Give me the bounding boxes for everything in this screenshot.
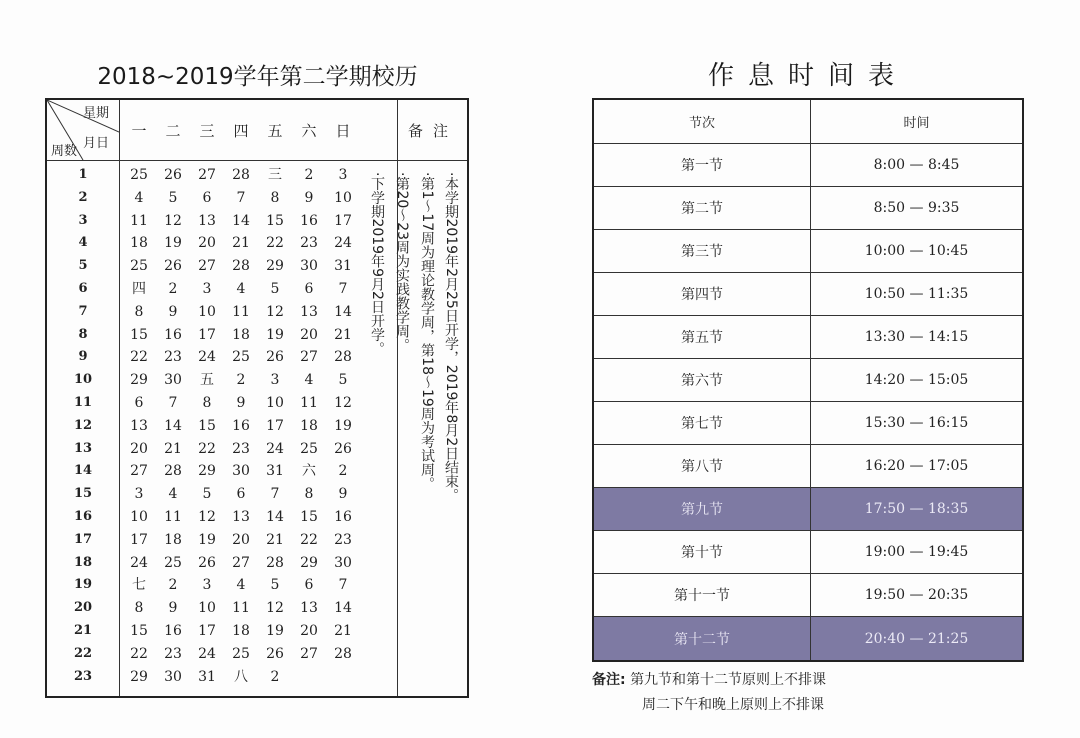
session-column-header: 节次 [594,100,811,143]
day-header-sat: 六 [301,122,317,140]
schedule-row [594,574,1022,617]
day-cell: 18 [164,531,182,548]
schedule-row [594,273,1022,316]
day-cell: 3 [202,281,212,297]
diagonal-header-cell [47,100,120,160]
session-name: 第八节 [594,445,811,487]
day-cell: 12 [266,600,284,617]
day-header-tue: 二 [165,122,181,140]
week-row [47,369,397,391]
remark-line-2: 周二下午和晚上原则上不排课 [642,697,824,713]
day-cell: 24 [198,645,216,662]
week-row [47,210,397,232]
day-cell: 28 [266,554,284,571]
week-number: 2 [78,189,88,205]
week-number: 21 [73,623,93,638]
day-cell: 11 [232,600,250,617]
week-row [47,232,397,254]
day-cell: 29 [266,258,284,275]
session-name: 第四节 [594,273,811,315]
day-cell: 26 [198,554,216,571]
day-cell: 8 [304,486,314,503]
schedule-header-row [594,100,1022,144]
day-cell: 21 [232,235,250,252]
day-cell: 六 [302,463,316,480]
day-cell: 10 [266,395,284,411]
week-row [47,301,397,323]
day-cell: 10 [198,600,216,617]
calendar-title: 2018~2019学年第二学期校历 [97,64,418,90]
day-cell: 5 [168,189,178,206]
week-number: 16 [73,509,93,524]
day-cell: 2 [338,463,348,480]
day-cell: 4 [168,486,178,503]
day-cell: 13 [232,509,250,525]
week-number: 4 [78,235,88,251]
week-number: 12 [73,417,93,433]
day-cell: 2 [236,372,246,389]
day-cell: 25 [164,554,182,571]
day-cell: 20 [232,531,250,548]
day-cell: 11 [232,303,250,320]
week-row [47,460,397,482]
day-cell: 25 [232,349,250,366]
session-time: 19:00 — 19:45 [864,544,969,560]
day-cell: 27 [300,645,318,662]
week-number: 23 [73,668,93,684]
day-header-sun: 日 [335,122,351,140]
session-name: 第十节 [594,531,811,573]
day-cell: 21 [334,326,352,343]
day-cell: 14 [232,212,250,229]
schedule-table [592,98,1024,662]
session-time: 15:30 — 16:15 [864,415,969,431]
day-cell: 27 [198,167,216,183]
schedule-row [594,617,1022,660]
day-cell: 4 [304,372,314,389]
day-cell: 2 [168,281,178,297]
day-cell: 10 [130,509,148,525]
day-cell: 30 [232,463,250,480]
day-cell: 2 [168,577,178,594]
day-cell: 17 [334,212,352,229]
session-time: 20:40 — 21:25 [864,630,969,647]
day-header-fri: 五 [267,122,283,140]
day-cell: 27 [232,554,250,571]
day-cell: 6 [304,281,314,297]
day-cell: 7 [270,486,280,503]
week-row [47,392,397,414]
week-row [47,164,397,186]
week-number: 17 [73,531,93,547]
day-cell: 8 [134,303,144,320]
day-cell: 24 [130,554,148,571]
day-cell: 22 [198,440,216,457]
session-time: 13:30 — 14:15 [864,329,969,345]
day-cell: 19 [164,235,182,252]
day-cell: 22 [130,645,148,662]
session-time: 8:00 — 8:45 [873,157,960,173]
header-date-label: 月日 [83,136,110,151]
day-cell: 30 [334,554,352,571]
week-number: 5 [78,258,88,274]
week-row [47,506,397,528]
day-cell: 5 [202,486,212,503]
week-row [47,529,397,551]
day-cell: 27 [300,349,318,366]
day-cell: 28 [334,645,352,662]
week-number: 15 [73,486,93,502]
schedule-row [594,316,1022,359]
day-cell: 26 [266,349,284,366]
day-cell: 13 [198,212,216,229]
week-number: 7 [78,303,88,319]
week-row [47,643,397,665]
day-cell: 10 [334,189,352,206]
session-name: 第十一节 [594,574,811,616]
schedule-row [594,230,1022,273]
day-cell: 七 [132,577,146,594]
day-cell: 4 [236,281,246,297]
day-cell: 19 [198,531,216,548]
day-cell: 6 [236,486,246,503]
schedule-row [594,144,1022,187]
day-cell: 28 [232,258,250,275]
week-number: 20 [73,600,93,616]
day-cell: 12 [164,212,182,229]
day-cell: 23 [300,235,318,252]
day-cell: 30 [164,372,182,389]
day-cell: 五 [200,372,214,389]
day-cell: 21 [334,623,352,639]
schedule-row [594,187,1022,230]
week-number: 9 [78,349,88,365]
day-cell: 7 [338,281,348,297]
day-cell: 25 [300,440,318,457]
calendar-header [47,100,467,161]
header-week-number-label: 周数 [51,144,78,159]
day-cell: 20 [300,623,318,639]
week-row [47,255,397,277]
day-cell: 28 [334,349,352,366]
day-cell: 14 [164,417,182,434]
schedule-row [594,359,1022,402]
week-number: 10 [73,372,93,388]
day-cell: 8 [270,189,280,206]
day-cell: 20 [198,235,216,252]
day-cell: 八 [234,668,248,685]
day-cell: 2 [304,167,314,183]
day-cell: 14 [266,509,284,525]
day-cell: 四 [132,281,146,297]
day-cell: 5 [270,281,280,297]
day-cell: 23 [164,349,182,366]
day-cell: 9 [304,189,314,206]
day-cell: 22 [130,349,148,366]
day-cell: 30 [300,258,318,275]
day-cell: 8 [134,600,144,617]
day-cell: 27 [198,258,216,275]
session-name: 第十二节 [594,617,811,660]
week-number: 13 [73,440,93,456]
day-header-wed: 三 [199,122,215,140]
session-name: 第九节 [594,488,811,530]
session-name: 第七节 [594,402,811,444]
session-time: 16:20 — 17:05 [864,458,969,474]
day-cell: 3 [270,372,280,389]
week-number: 6 [78,281,88,296]
notes-header: 备注 [397,100,468,160]
week-row [47,187,397,209]
day-cell: 7 [338,577,348,594]
day-cell: 14 [334,600,352,617]
day-cell: 23 [334,531,352,548]
day-cell: 15 [130,623,148,639]
day-cell: 16 [232,417,250,434]
day-cell: 19 [266,326,284,343]
day-cell: 19 [334,417,352,434]
day-cell: 26 [164,167,182,183]
session-time: 10:50 — 11:35 [864,286,969,302]
day-cell: 21 [164,440,182,457]
day-cell: 22 [300,531,318,548]
header-weekday-label: 星期 [83,106,110,121]
day-cell: 25 [130,258,148,275]
day-cell: 17 [130,531,148,548]
day-cell: 3 [202,577,212,594]
day-cell: 29 [198,463,216,480]
day-cell: 16 [334,509,352,525]
day-cell: 31 [198,668,216,685]
day-cell: 23 [164,645,182,662]
day-cell: 31 [266,463,284,480]
day-cell: 26 [266,645,284,662]
day-cell: 15 [130,326,148,343]
day-cell: 24 [198,349,216,366]
week-row [47,415,397,437]
day-cell: 29 [130,668,148,685]
week-row [47,666,397,688]
day-cell: 18 [232,326,250,343]
week-number: 3 [78,212,88,228]
day-cell: 19 [266,623,284,639]
week-row [47,552,397,574]
day-cell: 25 [130,167,148,183]
day-cell: 5 [338,372,348,389]
day-cell: 3 [134,486,144,503]
day-cell: 9 [236,395,246,411]
day-cell: 22 [266,235,284,252]
day-cell: 11 [130,212,148,229]
day-header-mon: 一 [131,122,147,140]
time-column-header: 时间 [903,116,930,131]
week-number: 8 [78,326,88,342]
day-cell: 12 [266,303,284,320]
week-number: 14 [73,463,93,479]
day-cell: 30 [164,668,182,685]
week-number: 19 [73,577,93,593]
day-cell: 9 [168,600,178,617]
session-time: 10:00 — 10:45 [864,243,969,259]
day-cell: 17 [266,417,284,434]
day-cell: 20 [130,440,148,457]
day-cell: 7 [236,189,246,206]
day-cell: 9 [168,303,178,320]
session-name: 第二节 [594,187,811,229]
remark-label: 备注: [592,672,626,688]
session-time: 14:20 — 15:05 [864,372,969,388]
day-cell: 21 [266,531,284,548]
day-cell: 18 [300,417,318,434]
schedule-row [594,445,1022,488]
day-cell: 16 [164,623,182,639]
day-cell: 26 [334,440,352,457]
day-cell: 29 [300,554,318,571]
day-cell: 11 [300,395,318,411]
day-cell: 14 [334,303,352,320]
day-cell: 29 [130,372,148,389]
day-cell: 24 [266,440,284,457]
day-cell: 25 [232,645,250,662]
day-header-thu: 四 [233,122,249,140]
day-cell: 13 [130,417,148,434]
session-name: 第五节 [594,316,811,358]
day-cell: 10 [198,303,216,320]
session-time: 8:50 — 9:35 [873,200,960,216]
week-row [47,597,397,619]
day-cell: 23 [232,440,250,457]
day-cell: 28 [232,167,250,183]
day-cell: 27 [130,463,148,480]
day-cell: 15 [266,212,284,229]
day-cell: 13 [300,600,318,617]
session-time: 19:50 — 20:35 [864,587,969,603]
remark-line-1: 第九节和第十二节原则上不排课 [630,672,827,688]
note-semester-dates: ·本学期2019年2月25日开学，2019年8月2日结束。 [443,172,459,503]
schedule-title: 作息时间表 [707,61,908,91]
day-cell: 6 [202,189,212,206]
day-cell: 16 [164,326,182,343]
day-cell: 26 [164,258,182,275]
day-cell: 31 [334,258,352,275]
day-cell: 17 [198,623,216,639]
day-cell: 18 [130,235,148,252]
session-time: 17:50 — 18:35 [864,501,969,517]
week-number: 18 [73,554,93,570]
day-cell: 6 [134,395,144,411]
week-row [47,438,397,460]
schedule-remark [592,668,826,718]
note-next-semester: ·下学期2019年9月2日开学。 [369,172,385,356]
week-number: 22 [73,645,93,661]
day-cell: 3 [338,167,348,183]
day-cell: 15 [198,417,216,434]
day-cell: 15 [300,509,318,525]
session-name: 第一节 [594,144,811,186]
schedule-row [594,402,1022,445]
day-cell: 8 [202,395,212,411]
day-cell: 28 [164,463,182,480]
week-number: 1 [78,167,88,182]
day-cell: 13 [300,303,318,320]
calendar-table [45,98,469,698]
day-cell: 6 [304,577,314,594]
day-cell: 4 [236,577,246,594]
day-cell: 5 [270,577,280,594]
day-cell: 12 [334,395,352,411]
week-row [47,574,397,596]
day-cell: 17 [198,326,216,343]
day-cell: 三 [268,167,282,183]
schedule-row [594,531,1022,574]
day-cell: 24 [334,235,352,252]
day-cell: 11 [164,509,182,525]
schedule-row [594,488,1022,531]
day-cell: 12 [198,509,216,525]
week-row [47,346,397,368]
day-cell: 2 [270,668,280,685]
week-number: 11 [73,395,93,410]
week-row [47,483,397,505]
note-teaching-weeks: ·第1～17周为理论教学周，第18～19周为考试周。 [419,172,435,491]
week-row [47,278,397,300]
day-cell: 9 [338,486,348,503]
session-name: 第三节 [594,230,811,272]
schedule-body [594,144,1022,660]
week-row [47,324,397,346]
note-practice-weeks: ·第20～23周为实践教学周。 [394,172,410,353]
day-cell: 18 [232,623,250,639]
day-cell: 16 [300,212,318,229]
day-cell: 7 [168,395,178,411]
day-cell: 20 [300,326,318,343]
day-cell: 4 [134,189,144,206]
week-row [47,620,397,642]
session-name: 第六节 [594,359,811,401]
